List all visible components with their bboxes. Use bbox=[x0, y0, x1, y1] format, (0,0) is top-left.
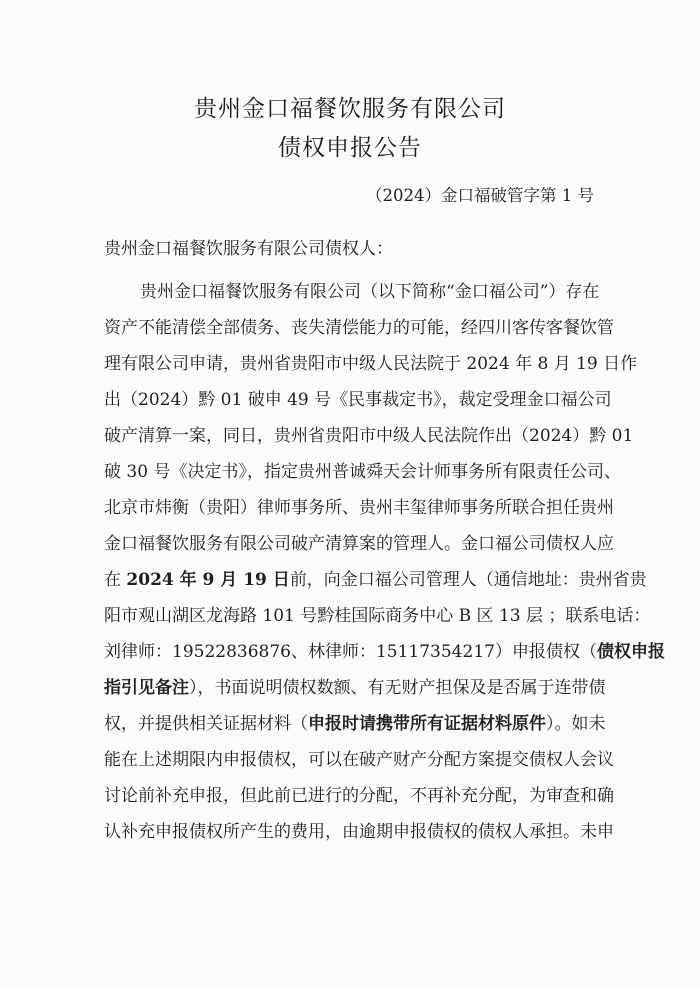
body-line: 阳市观山湖区龙海路 101 号黔桂国际商务中心 B 区 13 层 ；联系电话： bbox=[104, 606, 651, 626]
document-number: （2024）金口福破管字第 1 号 bbox=[366, 186, 594, 205]
deadline-date: 2024 年 9 月 19 日 bbox=[126, 570, 290, 590]
company-title: 贵州金口福餐饮服务有限公司 bbox=[194, 96, 506, 122]
body-line: 北京市炜衡（贵阳）律师事务所、贵州丰玺律师事务所联合担任贵州 bbox=[104, 498, 614, 518]
guide-note-bold: 指引见备注 bbox=[104, 678, 189, 698]
body-line: 能在上述期限内申报债权，可以在破产财产分配方案提交债权人会议 bbox=[104, 750, 614, 770]
body-line: 出（2024）黔 01 破申 49 号《民事裁定书》，裁定受理金口福公司 bbox=[104, 390, 612, 410]
body-line: 权，并提供相关证据材料（申报时请携带所有证据材料原件）。如未 bbox=[104, 714, 606, 734]
guide-note-bold: 债权申报 bbox=[596, 642, 665, 662]
body-line: 刘律师：19522836876、林律师：15117354217）申报债权（债权申报 bbox=[104, 642, 665, 662]
body-line: 贵州金口福餐饮服务有限公司（以下简称“金口福公司”）存在 bbox=[140, 282, 600, 302]
body-line: 破 30 号《决定书》，指定贵州普诚舜天会计师事务所有限责任公司、 bbox=[104, 462, 621, 482]
body-line: 在 2024 年 9 月 19 日前，向金口福公司管理人（通信地址：贵州省贵 bbox=[104, 570, 647, 590]
body-line: 资产不能清偿全部债务、丧失清偿能力的可能，经四川客传客餐饮管 bbox=[104, 318, 614, 338]
body-line: 讨论前补充申报，但此前已进行的分配，不再补充分配，为审查和确 bbox=[104, 786, 614, 806]
body-line: 理有限公司申请，贵州省贵阳市中级人民法院于 2024 年 8 月 19 日作 bbox=[104, 354, 638, 374]
evidence-note-bold: 申报时请携带所有证据材料原件 bbox=[308, 714, 546, 734]
body-line: 指引见备注），书面说明债权数额、有无财产担保及是否属于连带债 bbox=[104, 678, 606, 698]
body-line: 破产清算一案，同日，贵州省贵阳市中级人民法院作出（2024）黔 01 bbox=[104, 426, 634, 446]
body-line: 金口福餐饮服务有限公司破产清算案的管理人。金口福公司债权人应 bbox=[104, 534, 614, 554]
body-line: 认补充申报债权所产生的费用，由逾期申报债权的债权人承担。未申 bbox=[104, 822, 614, 842]
salutation: 贵州金口福餐饮服务有限公司债权人： bbox=[104, 239, 393, 259]
notice-title: 债权申报公告 bbox=[278, 135, 422, 161]
